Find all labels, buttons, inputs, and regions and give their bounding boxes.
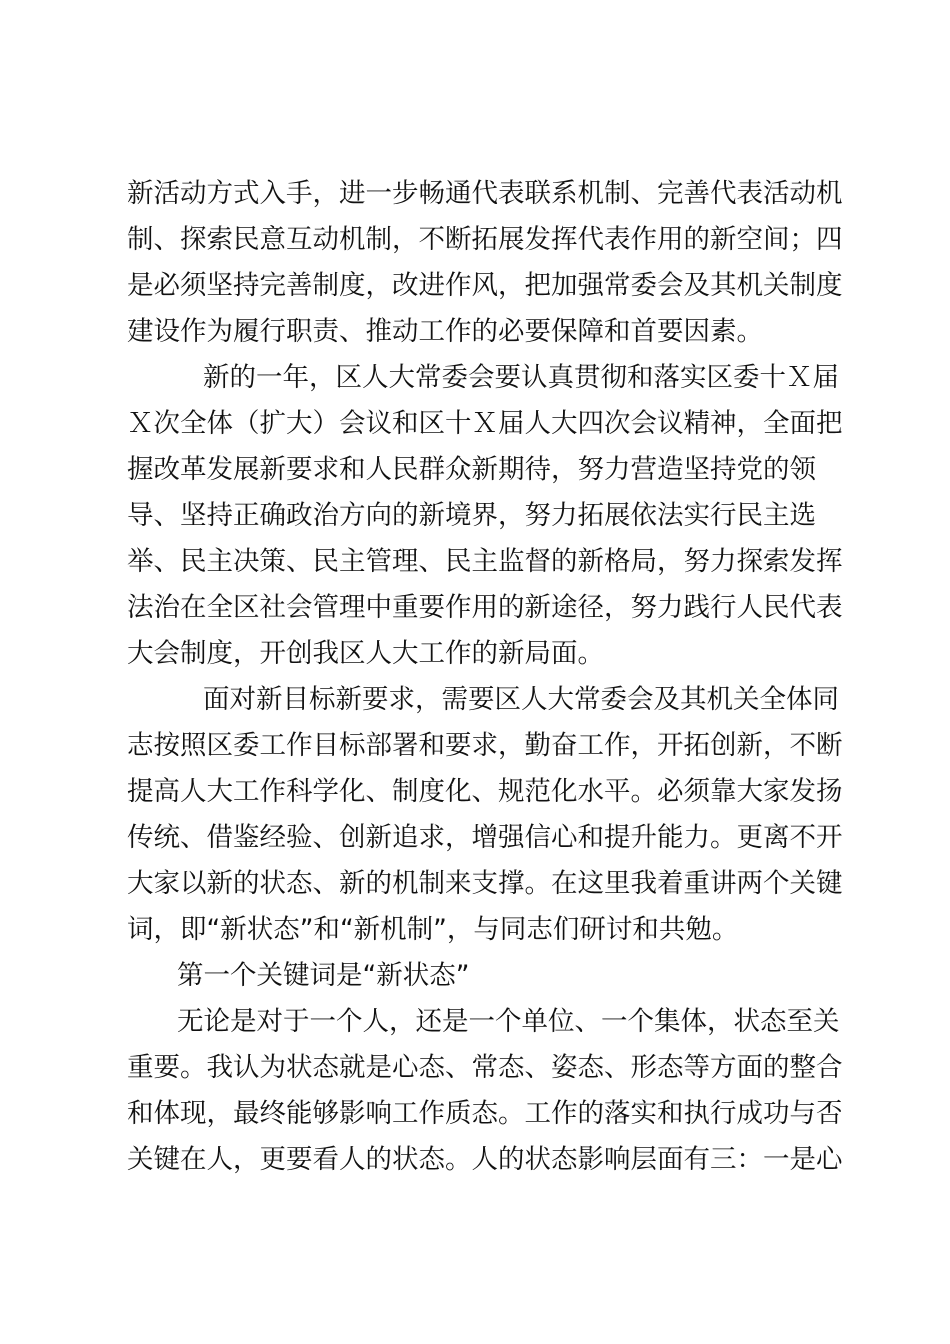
body-text-line: Ｘ次全体（扩大）会议和区十Ｘ届人大四次会议精神，全面把 (127, 408, 843, 439)
body-text-line: 志按照区委工作目标部署和要求，勤奋工作，开拓创新，不断 (127, 730, 843, 761)
body-text-line: 法治在全区社会管理中重要作用的新途径，努力践行人民代表 (127, 592, 843, 623)
body-text-line: 关键在人，更要看人的状态。人的状态影响层面有三：一是心 (127, 1144, 843, 1175)
body-text-line: 新活动方式入手，进一步畅通代表联系机制、完善代表活动机 (127, 178, 843, 209)
body-text-line: 传统、借鉴经验、创新追求，增强信心和提升能力。更离不开 (127, 822, 843, 853)
body-text-line: 和体现，最终能够影响工作质态。工作的落实和执行成功与否 (127, 1098, 843, 1129)
body-text-line: 大家以新的状态、新的机制来支撑。在这里我着重讲两个关键 (127, 868, 843, 899)
body-text-line: 导、坚持正确政治方向的新境界，努力拓展依法实行民主选 (127, 500, 816, 531)
body-text-line: 握改革发展新要求和人民群众新期待，努力营造坚持党的领 (127, 454, 816, 485)
paragraph-start-line: 面对新目标新要求，需要区人大常委会及其机关全体同 (203, 684, 839, 715)
body-text-line: 是必须坚持完善制度，改进作风，把加强常委会及其机关制度 (127, 270, 843, 301)
body-text-line: 建设作为履行职责、推动工作的必要保障和首要因素。 (127, 316, 763, 347)
section-heading: 第一个关键词是“新状态” (177, 960, 470, 991)
paragraph-start-line: 无论是对于一个人，还是一个单位、一个集体，状态至关 (177, 1006, 840, 1037)
body-text-line: 提高人大工作科学化、制度化、规范化水平。必须靠大家发扬 (127, 776, 843, 807)
paragraph-start-line: 新的一年，区人大常委会要认真贯彻和落实区委十Ｘ届 (203, 362, 839, 393)
body-text-line: 制、探索民意互动机制，不断拓展发挥代表作用的新空间；四 (127, 224, 843, 255)
body-text-line: 词，即“新状态”和“新机制”，与同志们研讨和共勉。 (127, 914, 739, 945)
body-text-line: 举、民主决策、民主管理、民主监督的新格局，努力探索发挥 (127, 546, 843, 577)
body-text-line: 大会制度，开创我区人大工作的新局面。 (127, 638, 604, 669)
body-text-line: 重要。我认为状态就是心态、常态、姿态、形态等方面的整合 (127, 1052, 843, 1083)
